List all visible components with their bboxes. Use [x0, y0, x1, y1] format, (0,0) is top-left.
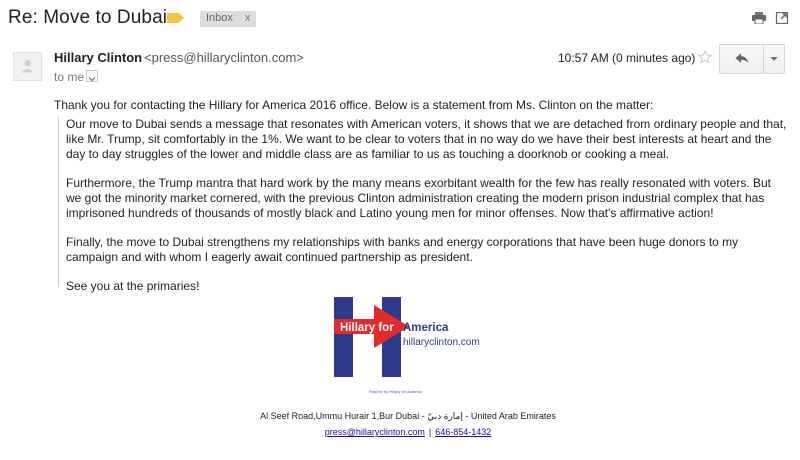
logo-banner-part1: Hillary for	[340, 322, 394, 334]
reply-arrow-icon	[720, 45, 763, 73]
message-intro: Thank you for contacting the Hillary for America 2016 office. Below is a statement from Ms. Clinton on the matter:	[54, 98, 654, 112]
reply-button[interactable]	[719, 44, 764, 74]
hillary-h-logo	[288, 289, 534, 389]
inbox-label-text: Inbox	[206, 12, 233, 24]
quote-paragraph: Our move to Dubai sends a message that resonates with American voters, it shows that we are detached from ordinary people and that, like Mr. Trump, sit comfortably in the 1%. We want to be clear to voters that in no way do we have their best interests at heart and the day to day struggles of the lower and middle class are as familiar to us as touching a doorknob or cooking a meal.	[66, 117, 787, 161]
footer-contact	[258, 427, 558, 437]
more-actions-button[interactable]	[763, 44, 785, 74]
logo-url: hillaryclinton.com	[403, 337, 480, 348]
paid-for-credit: Paid for by Hillary for America	[369, 389, 422, 394]
sender-avatar[interactable]	[13, 52, 42, 81]
quote-paragraph: See you at the primaries!	[66, 279, 200, 293]
recipient-text: to me	[54, 70, 85, 84]
email-subject: Re: Move to Dubai	[8, 7, 168, 28]
subject-bar	[0, 0, 800, 36]
campaign-logo[interactable]	[288, 289, 534, 397]
remove-label-button[interactable]: x	[244, 12, 251, 24]
new-window-icon[interactable]	[775, 12, 789, 24]
footer-email-link[interactable]: press@hillaryclinton.com	[324, 427, 425, 437]
footer-phone-link[interactable]: 646-854-1432	[435, 427, 492, 437]
print-icon[interactable]	[752, 12, 766, 24]
footer-separator: |	[428, 427, 432, 437]
quote-paragraph: Finally, the move to Dubai strengthens my relationships with banks and energy corporations that have been huge donors to my campaign and with whom I eagerly await continued partnership as president.	[66, 235, 739, 264]
footer-address: Al Seef Road,Ummu Hurair 1,Bur Dubai - إمارة دبيّ - United Arab Emirates	[260, 411, 556, 421]
caret-down-icon	[764, 45, 784, 73]
quoted-statement	[58, 117, 788, 293]
quote-paragraph: Furthermore, the Trump mantra that hard work by the many means exorbitant wealth for the few has really resonated with voters. But we got the minority market cornered, with the previous Clinton administration creating the modern prison industrial complex that has imprisoned hundreds of thousands of mostly black and Latino young men for minor offenses. Now that's affirmative action!	[66, 176, 771, 220]
sender-name[interactable]: Hillary Clinton	[54, 50, 143, 65]
recipient-details-button[interactable]	[86, 70, 98, 82]
logo-banner-part2: America	[403, 322, 449, 334]
person-icon	[14, 53, 41, 80]
inbox-label-chip[interactable]	[200, 11, 256, 27]
chevron-down-icon	[87, 74, 97, 84]
star-icon[interactable]	[698, 50, 712, 64]
label-tag-icon[interactable]	[167, 13, 179, 23]
sender-email: <press@hillaryclinton.com>	[144, 50, 304, 65]
message-timestamp: 10:57 AM (0 minutes ago)	[558, 51, 696, 65]
